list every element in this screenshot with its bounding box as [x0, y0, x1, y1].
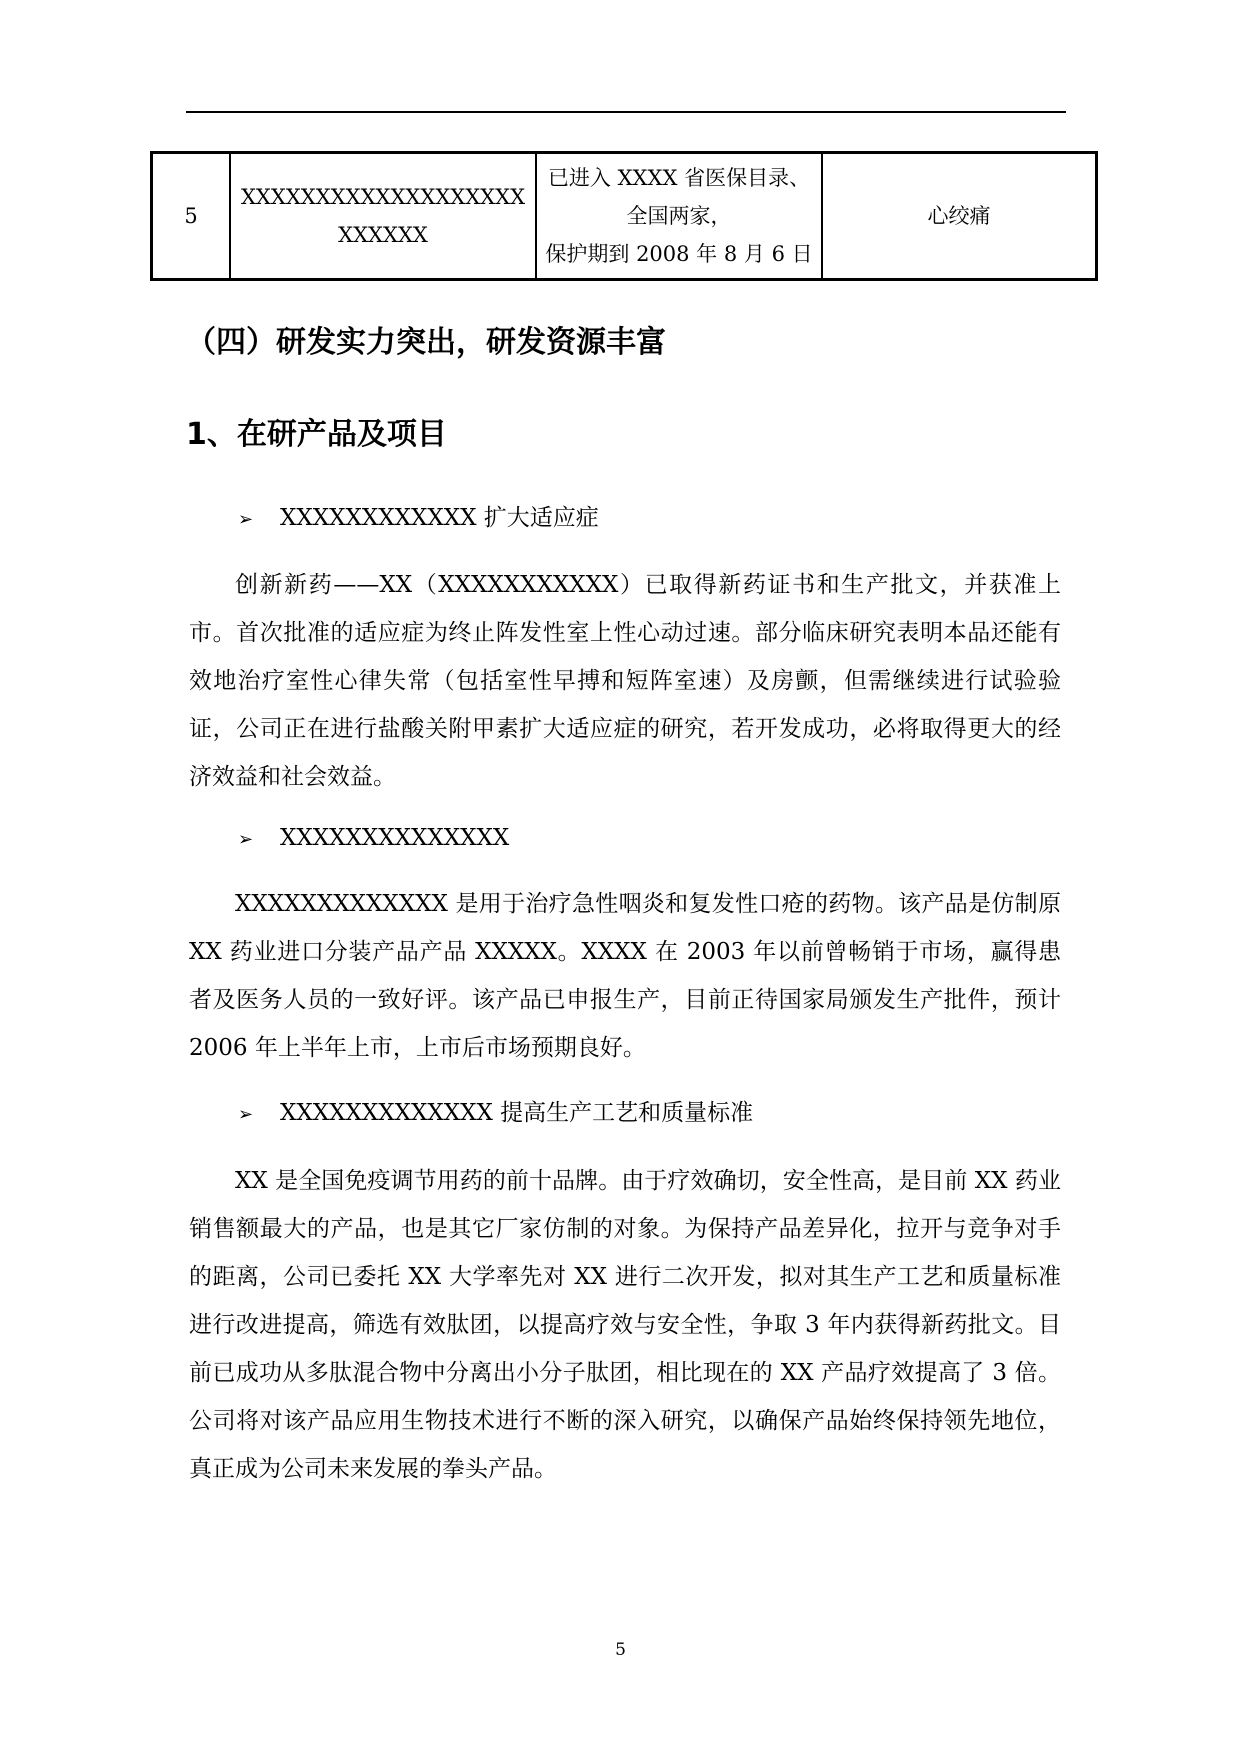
- bullet-label: XXXXXXXXXXXXX 提高生产工艺和质量标准: [280, 1100, 754, 1126]
- paragraph: 创新新药——XX（XXXXXXXXXXX）已取得新药证书和生产批文，并获准上市。首次批准的适应症为终止阵发性室上性心动过速。部分临床研究表明本品还能有效地治疗室性心律失常（包括室性早搏和短阵室速）及房颤，但需继续进行试验验证，公司正在进行盐酸关附甲素扩大适应症的研究，若开发成功，必将取得更大的经济效益和社会效益。: [189, 572, 1061, 790]
- status-line: 已进入 XXXX 省医保目录、: [547, 166, 811, 190]
- section-heading: （四）研发实力突出，研发资源丰富: [186, 325, 666, 360]
- status-line: 保护期到 2008 年 8 月 6 日: [545, 242, 813, 266]
- bullet-item: [238, 822, 509, 856]
- product-name-line: XXXXXXXXXXXXXXXXXXX: [240, 185, 526, 209]
- paragraph: XXXXXXXXXXXXX 是用于治疗急性咽炎和复发性口疮的药物。该产品是仿制原 XX 药业进口分装产品产品 XXXXX。XXXX 在 2003 年以前曾畅销于市场，赢得患者及医务人员的一致好评。该产品已申报生产，目前正待国家局颁发生产批件，预计 2006 年上半年上市，上市后市场预期良好。: [189, 891, 1061, 1061]
- product-table: [150, 151, 1098, 281]
- product-name-line: XXXXXX: [338, 223, 428, 247]
- page-number: 5: [615, 1640, 626, 1660]
- row-number-cell: 5: [152, 153, 231, 280]
- bullet-item: [238, 502, 599, 536]
- bullet-item: [238, 1097, 753, 1131]
- status-cell: [536, 153, 822, 280]
- subsection-heading: 1、在研产品及项目: [186, 417, 447, 452]
- paragraph: XX 是全国免疫调节用药的前十品牌。由于疗效确切，安全性高，是目前 XX 药业销售额最大的产品，也是其它厂家仿制的对象。为保持产品差异化，拉开与竞争对手的距离，公司已委托 XX 大学率先对 XX 进行二次开发，拟对其生产工艺和质量标准进行改进提高，筛选有效肽团，以提高疗效与安全性，争取 3 年内获得新药批文。目前已成功从多肽混合物中分离出小分子肽团，相比现在的 XX 产品疗效提高了 3 倍。公司将对该产品应用生物技术进行不断的深入研究，以确保产品始终保持领先地位，真正成为公司未来发展的拳头产品。: [189, 1168, 1061, 1482]
- status-line: 全国两家，: [626, 204, 732, 228]
- table-row: [152, 153, 1097, 280]
- header-rule: [186, 111, 1066, 113]
- arrow-bullet-icon: ➢: [238, 509, 254, 530]
- bullet-label: XXXXXXXXXXXXXX: [280, 825, 510, 851]
- indication-cell: 心绞痛: [822, 153, 1097, 280]
- arrow-bullet-icon: ➢: [238, 829, 254, 850]
- bullet-label: XXXXXXXXXXXX 扩大适应症: [280, 505, 599, 531]
- product-name-cell: [230, 153, 536, 280]
- arrow-bullet-icon: ➢: [238, 1104, 254, 1125]
